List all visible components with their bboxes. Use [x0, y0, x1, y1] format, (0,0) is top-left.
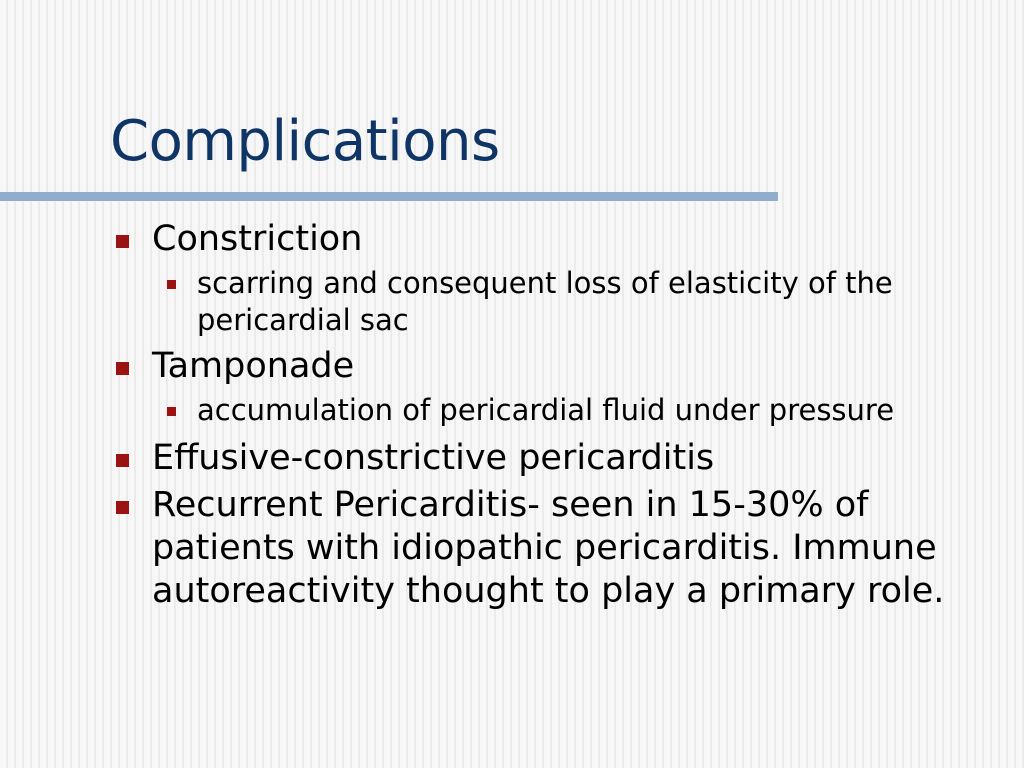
- square-bullet-icon: [167, 280, 176, 289]
- sub-bullet-text: accumulation of pericardial fluid under pressure: [197, 393, 895, 427]
- bullet-text: Effusive-constrictive pericarditis: [152, 438, 715, 478]
- slide-title: Complications: [110, 109, 500, 174]
- square-bullet-icon: [116, 501, 129, 514]
- square-bullet-icon: [116, 454, 129, 467]
- sub-bullet-text: scarring and consequent loss of elasticity of the pericardial sac: [197, 266, 893, 337]
- title-underline: [0, 192, 778, 201]
- bullet-text: Tamponade: [152, 346, 355, 386]
- bullet-text: Constriction: [152, 219, 363, 259]
- bullet-item-constriction: [0, 218, 1024, 261]
- sub-bullet-item: [0, 265, 1024, 339]
- sub-bullet-item: [0, 392, 1024, 429]
- square-bullet-icon: [167, 407, 176, 416]
- bullet-item-effusive-constrictive: [0, 437, 1024, 480]
- square-bullet-icon: [116, 235, 129, 248]
- square-bullet-icon: [116, 362, 129, 375]
- bullet-item-recurrent-pericarditis: [0, 484, 1024, 613]
- bullet-text: Recurrent Pericarditis- seen in 15-30% of patients with idiopathic pericarditis. Immune autoreactivity thought to play a primary role.: [152, 485, 945, 611]
- bullet-item-tamponade: [0, 345, 1024, 388]
- bullet-list: [0, 218, 1024, 617]
